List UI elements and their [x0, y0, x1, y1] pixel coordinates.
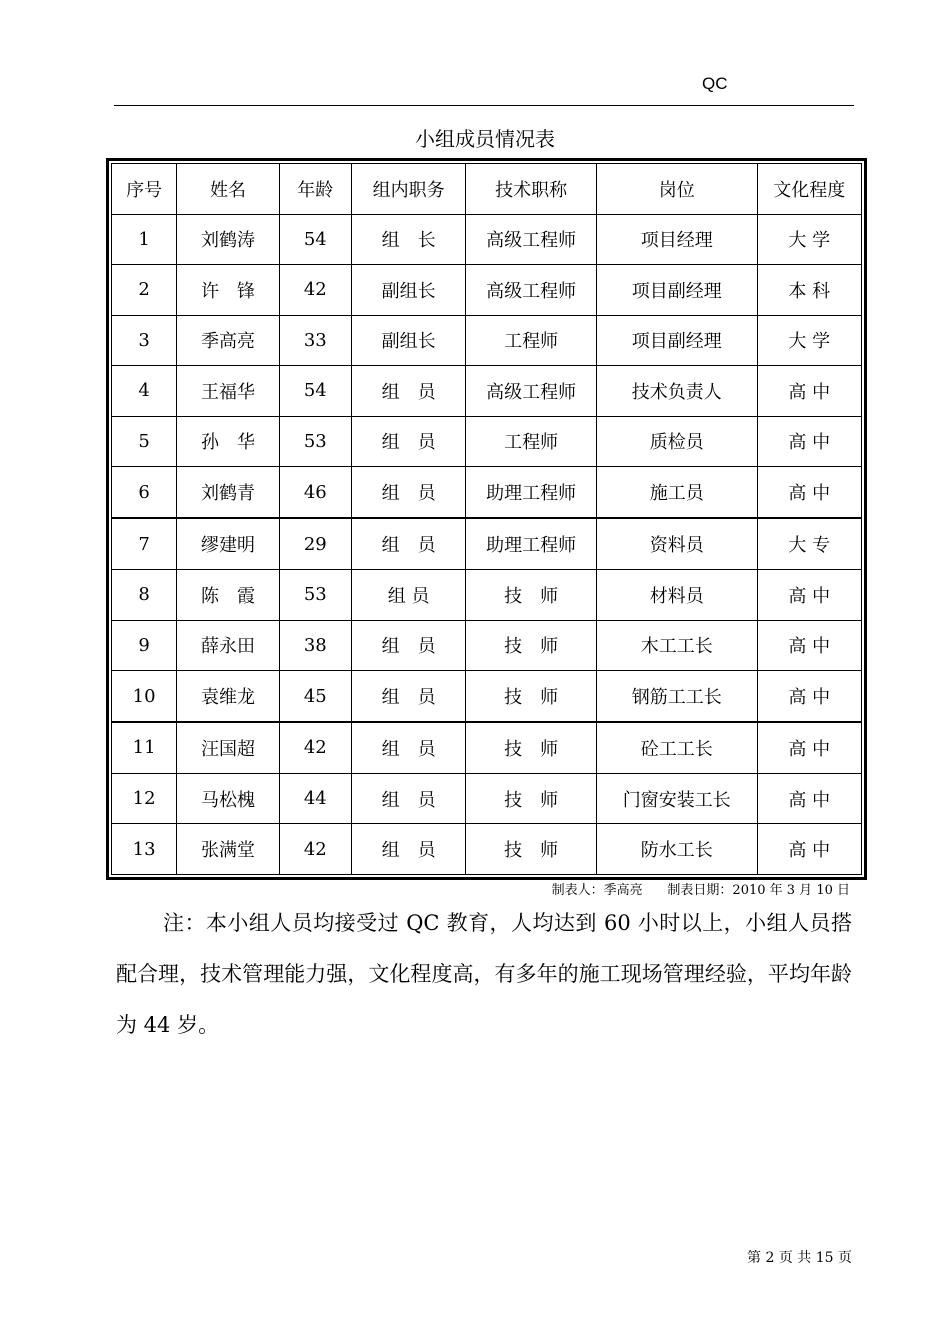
table-row	[112, 620, 862, 671]
cell-group-role: 组 员	[351, 366, 465, 417]
cell-group-role: 组 员	[351, 620, 465, 671]
table-row	[112, 467, 862, 518]
cell-group-role: 组 员	[351, 467, 465, 518]
cell-post: 门窗安装工长	[596, 773, 757, 824]
cell-seq: 12	[112, 773, 177, 824]
cell-name: 缪建明	[177, 518, 279, 569]
cell-group-role: 组 员	[351, 416, 465, 467]
cell-tech-title: 技 师	[466, 824, 597, 875]
cell-seq: 1	[112, 214, 177, 265]
cell-seq: 2	[112, 265, 177, 316]
cell-post: 施工员	[596, 467, 757, 518]
cell-age: 29	[279, 518, 351, 569]
cell-post: 项目经理	[596, 214, 757, 265]
cell-seq: 4	[112, 366, 177, 417]
cell-group-role: 组 员	[351, 671, 465, 722]
cell-age: 42	[279, 824, 351, 875]
cell-group-role: 组 员	[351, 518, 465, 569]
cell-tech-title: 技 师	[466, 671, 597, 722]
cell-tech-title: 工程师	[466, 315, 597, 366]
cell-name: 陈 霞	[177, 570, 279, 621]
cell-tech-title: 技 师	[466, 570, 597, 621]
cell-group-role: 副组长	[351, 265, 465, 316]
cell-name: 季高亮	[177, 315, 279, 366]
cell-name: 许 锋	[177, 265, 279, 316]
cell-tech-title: 技 师	[466, 722, 597, 773]
table-row	[112, 722, 862, 773]
cell-seq: 10	[112, 671, 177, 722]
cell-education: 大 学	[757, 214, 861, 265]
cell-age: 33	[279, 315, 351, 366]
members-table	[111, 163, 862, 875]
cell-seq: 7	[112, 518, 177, 569]
table-row	[112, 671, 862, 722]
cell-seq: 13	[112, 824, 177, 875]
cell-name: 孙 华	[177, 416, 279, 467]
cell-age: 53	[279, 570, 351, 621]
table-title: 小组成员情况表	[415, 127, 555, 151]
cell-name: 王福华	[177, 366, 279, 417]
cell-age: 38	[279, 620, 351, 671]
cell-name: 刘鹤青	[177, 467, 279, 518]
cell-name: 刘鹤涛	[177, 214, 279, 265]
cell-group-role: 组 长	[351, 214, 465, 265]
column-header-post: 岗位	[596, 164, 757, 215]
cell-group-role: 副组长	[351, 315, 465, 366]
cell-tech-title: 助理工程师	[466, 467, 597, 518]
cell-education: 本 科	[757, 265, 861, 316]
cell-post: 木工工长	[596, 620, 757, 671]
cell-post: 资料员	[596, 518, 757, 569]
cell-seq: 11	[112, 722, 177, 773]
cell-education: 高 中	[757, 467, 861, 518]
cell-age: 54	[279, 366, 351, 417]
cell-post: 项目副经理	[596, 265, 757, 316]
cell-tech-title: 技 师	[466, 620, 597, 671]
column-header-education: 文化程度	[757, 164, 861, 215]
column-header-name: 姓名	[177, 164, 279, 215]
cell-post: 材料员	[596, 570, 757, 621]
cell-seq: 9	[112, 620, 177, 671]
table-header-row	[112, 164, 862, 215]
cell-seq: 6	[112, 467, 177, 518]
members-table-body	[112, 164, 862, 875]
cell-tech-title: 高级工程师	[466, 366, 597, 417]
cell-age: 53	[279, 416, 351, 467]
cell-name: 马松槐	[177, 773, 279, 824]
cell-tech-title: 技 师	[466, 773, 597, 824]
table-row	[112, 265, 862, 316]
table-row	[112, 366, 862, 417]
header-rule	[114, 105, 854, 106]
table-row	[112, 214, 862, 265]
cell-education: 高 中	[757, 366, 861, 417]
cell-age: 45	[279, 671, 351, 722]
table-row	[112, 570, 862, 621]
column-header-age: 年龄	[279, 164, 351, 215]
cell-tech-title: 高级工程师	[466, 265, 597, 316]
column-header-seq: 序号	[112, 164, 177, 215]
cell-age: 46	[279, 467, 351, 518]
cell-education: 高 中	[757, 416, 861, 467]
cell-seq: 5	[112, 416, 177, 467]
cell-tech-title: 助理工程师	[466, 518, 597, 569]
note-paragraph: 注：本小组人员均接受过 QC 教育，人均达到 60 小时以上，小组人员搭配合理，技术管理能力强，文化程度高，有多年的施工现场管理经验，平均年龄为 44 岁。	[116, 911, 852, 1037]
cell-name: 薛永田	[177, 620, 279, 671]
cell-tech-title: 工程师	[466, 416, 597, 467]
cell-group-role: 组 员	[351, 773, 465, 824]
column-header-group-role: 组内职务	[351, 164, 465, 215]
cell-tech-title: 高级工程师	[466, 214, 597, 265]
cell-age: 42	[279, 265, 351, 316]
cell-education: 高 中	[757, 773, 861, 824]
cell-name: 汪国超	[177, 722, 279, 773]
cell-name: 袁维龙	[177, 671, 279, 722]
cell-post: 防水工长	[596, 824, 757, 875]
cell-education: 高 中	[757, 824, 861, 875]
table-row	[112, 315, 862, 366]
cell-post: 项目副经理	[596, 315, 757, 366]
members-table-frame	[106, 158, 867, 880]
table-row	[112, 416, 862, 467]
column-header-tech-title: 技术职称	[466, 164, 597, 215]
cell-group-role: 组 员	[351, 722, 465, 773]
cell-post: 砼工工长	[596, 722, 757, 773]
cell-education: 高 中	[757, 620, 861, 671]
table-row	[112, 518, 862, 569]
cell-education: 高 中	[757, 671, 861, 722]
cell-education: 大 学	[757, 315, 861, 366]
cell-group-role: 组 员	[351, 570, 465, 621]
cell-seq: 3	[112, 315, 177, 366]
cell-post: 钢筋工工长	[596, 671, 757, 722]
page-number: 第 2 页 共 15 页	[747, 1250, 852, 1266]
cell-education: 高 中	[757, 570, 861, 621]
cell-age: 42	[279, 722, 351, 773]
table-row	[112, 824, 862, 875]
table-row	[112, 773, 862, 824]
cell-age: 54	[279, 214, 351, 265]
header-code: QC	[702, 74, 728, 93]
cell-post: 技术负责人	[596, 366, 757, 417]
cell-name: 张满堂	[177, 824, 279, 875]
cell-education: 高 中	[757, 722, 861, 773]
sign-line: 制表人：季高亮 制表日期：2010 年 3 月 10 日	[551, 883, 850, 898]
cell-post: 质检员	[596, 416, 757, 467]
cell-education: 大 专	[757, 518, 861, 569]
cell-age: 44	[279, 773, 351, 824]
cell-seq: 8	[112, 570, 177, 621]
cell-group-role: 组 员	[351, 824, 465, 875]
